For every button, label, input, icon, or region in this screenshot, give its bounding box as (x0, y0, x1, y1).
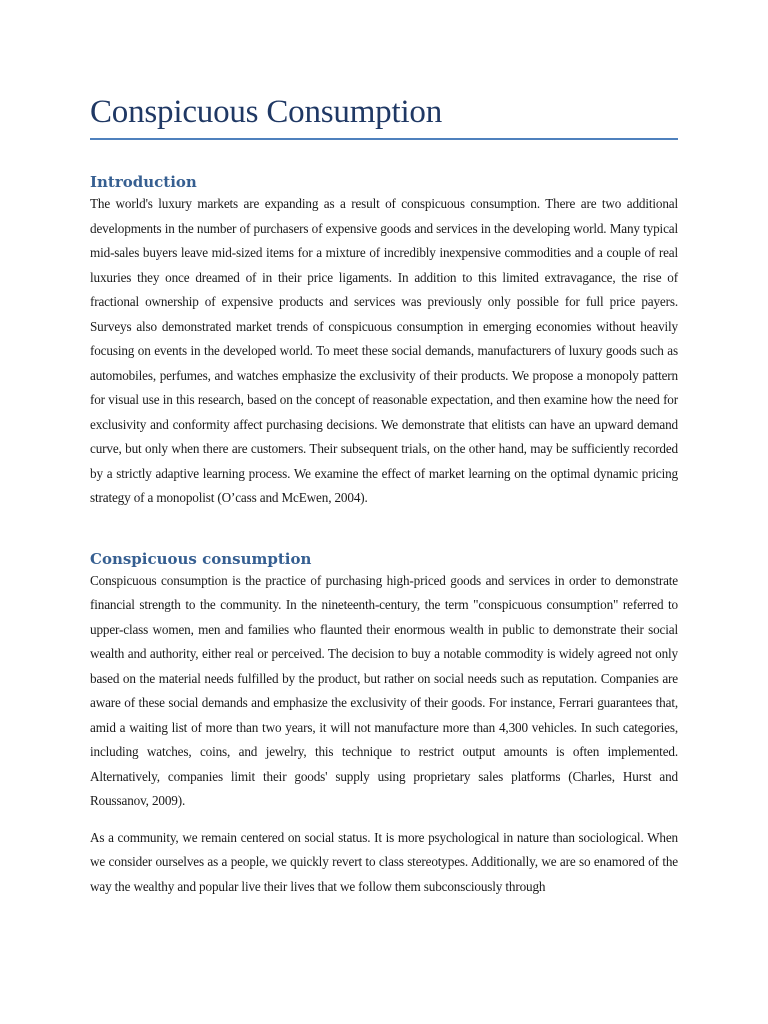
document-title: Conspicuous Consumption (90, 94, 443, 130)
section-heading-conspicuous-consumption: Conspicuous consumption (90, 549, 312, 568)
conspicuous-consumption-paragraph-2: As a community, we remain centered on social status. It is more psychological in nature than sociological. When we consider ourselves as a people, we quickly revert to class stereotypes. Additionally, we are so enamored of the way the wealthy and popular live their lives that we follow them subconsciously through (90, 829, 678, 894)
document-body (90, 92, 678, 899)
conspicuous-consumption-paragraph-1: Conspicuous consumption is the practice of purchasing high-priced goods and services in order to demonstrate financial strength to the community. In the nineteenth-century, the term "conspicuous consumption" referred to upper-class women, men and families who flaunted their enormous wealth in public to demonstrate their social wealth and authority, either real or perceived. The decision to buy a notable commodity is widely agreed not only based on the material needs fulfilled by the product, but rather on social needs such as reputation. Companies are aware of these social demands and emphasize the exclusivity of their goods. For instance, Ferrari guarantees that, amid a waiting list of more than two years, it will not manufacture more than 4,300 vehicles. In such categories, including watches, coins, and jewelry, this technique to restrict output amounts is often implemented. Alternatively, companies limit their goods' supply using proprietary sales platforms (Charles, Hurst and Roussanov, 2009). (90, 572, 678, 808)
section-heading-introduction: Introduction (90, 173, 197, 191)
introduction-paragraph: The world's luxury markets are expanding as a result of conspicuous consumption. There are two additional developments in the number of purchasers of expensive goods and services in the developing world. Many typical mid-sales buyers leave mid-sized items for a mixture of incredibly inexpensive commodities and a couple of real luxuries they once dreamed of in their price ligaments. In addition to this limited extravagance, the rise of fractional ownership of expensive products and services was previously only possible for full price payers. Surveys also demonstrated market trends of conspicuous consumption in emerging economies without heavily focusing on events in the developed world. To meet these social demands, manufacturers of luxury goods such as automobiles, perfumes, and watches emphasize the exclusivity of their products. We propose a monopoly pattern for visual use in this research, based on the concept of reasonable expectation, and then examine how the need for exclusivity and conformity affect purchasing decisions. We demonstrate that elitists can have an upward demand curve, but only when there are customers. Their subsequent trials, on the other hand, may be sufficiently recorded by a strictly adaptive learning process. We examine the effect of market learning on the optimal dynamic pricing strategy of a monopolist (O’cass and McEwen, 2004). (90, 196, 678, 505)
title-underline (90, 138, 678, 140)
